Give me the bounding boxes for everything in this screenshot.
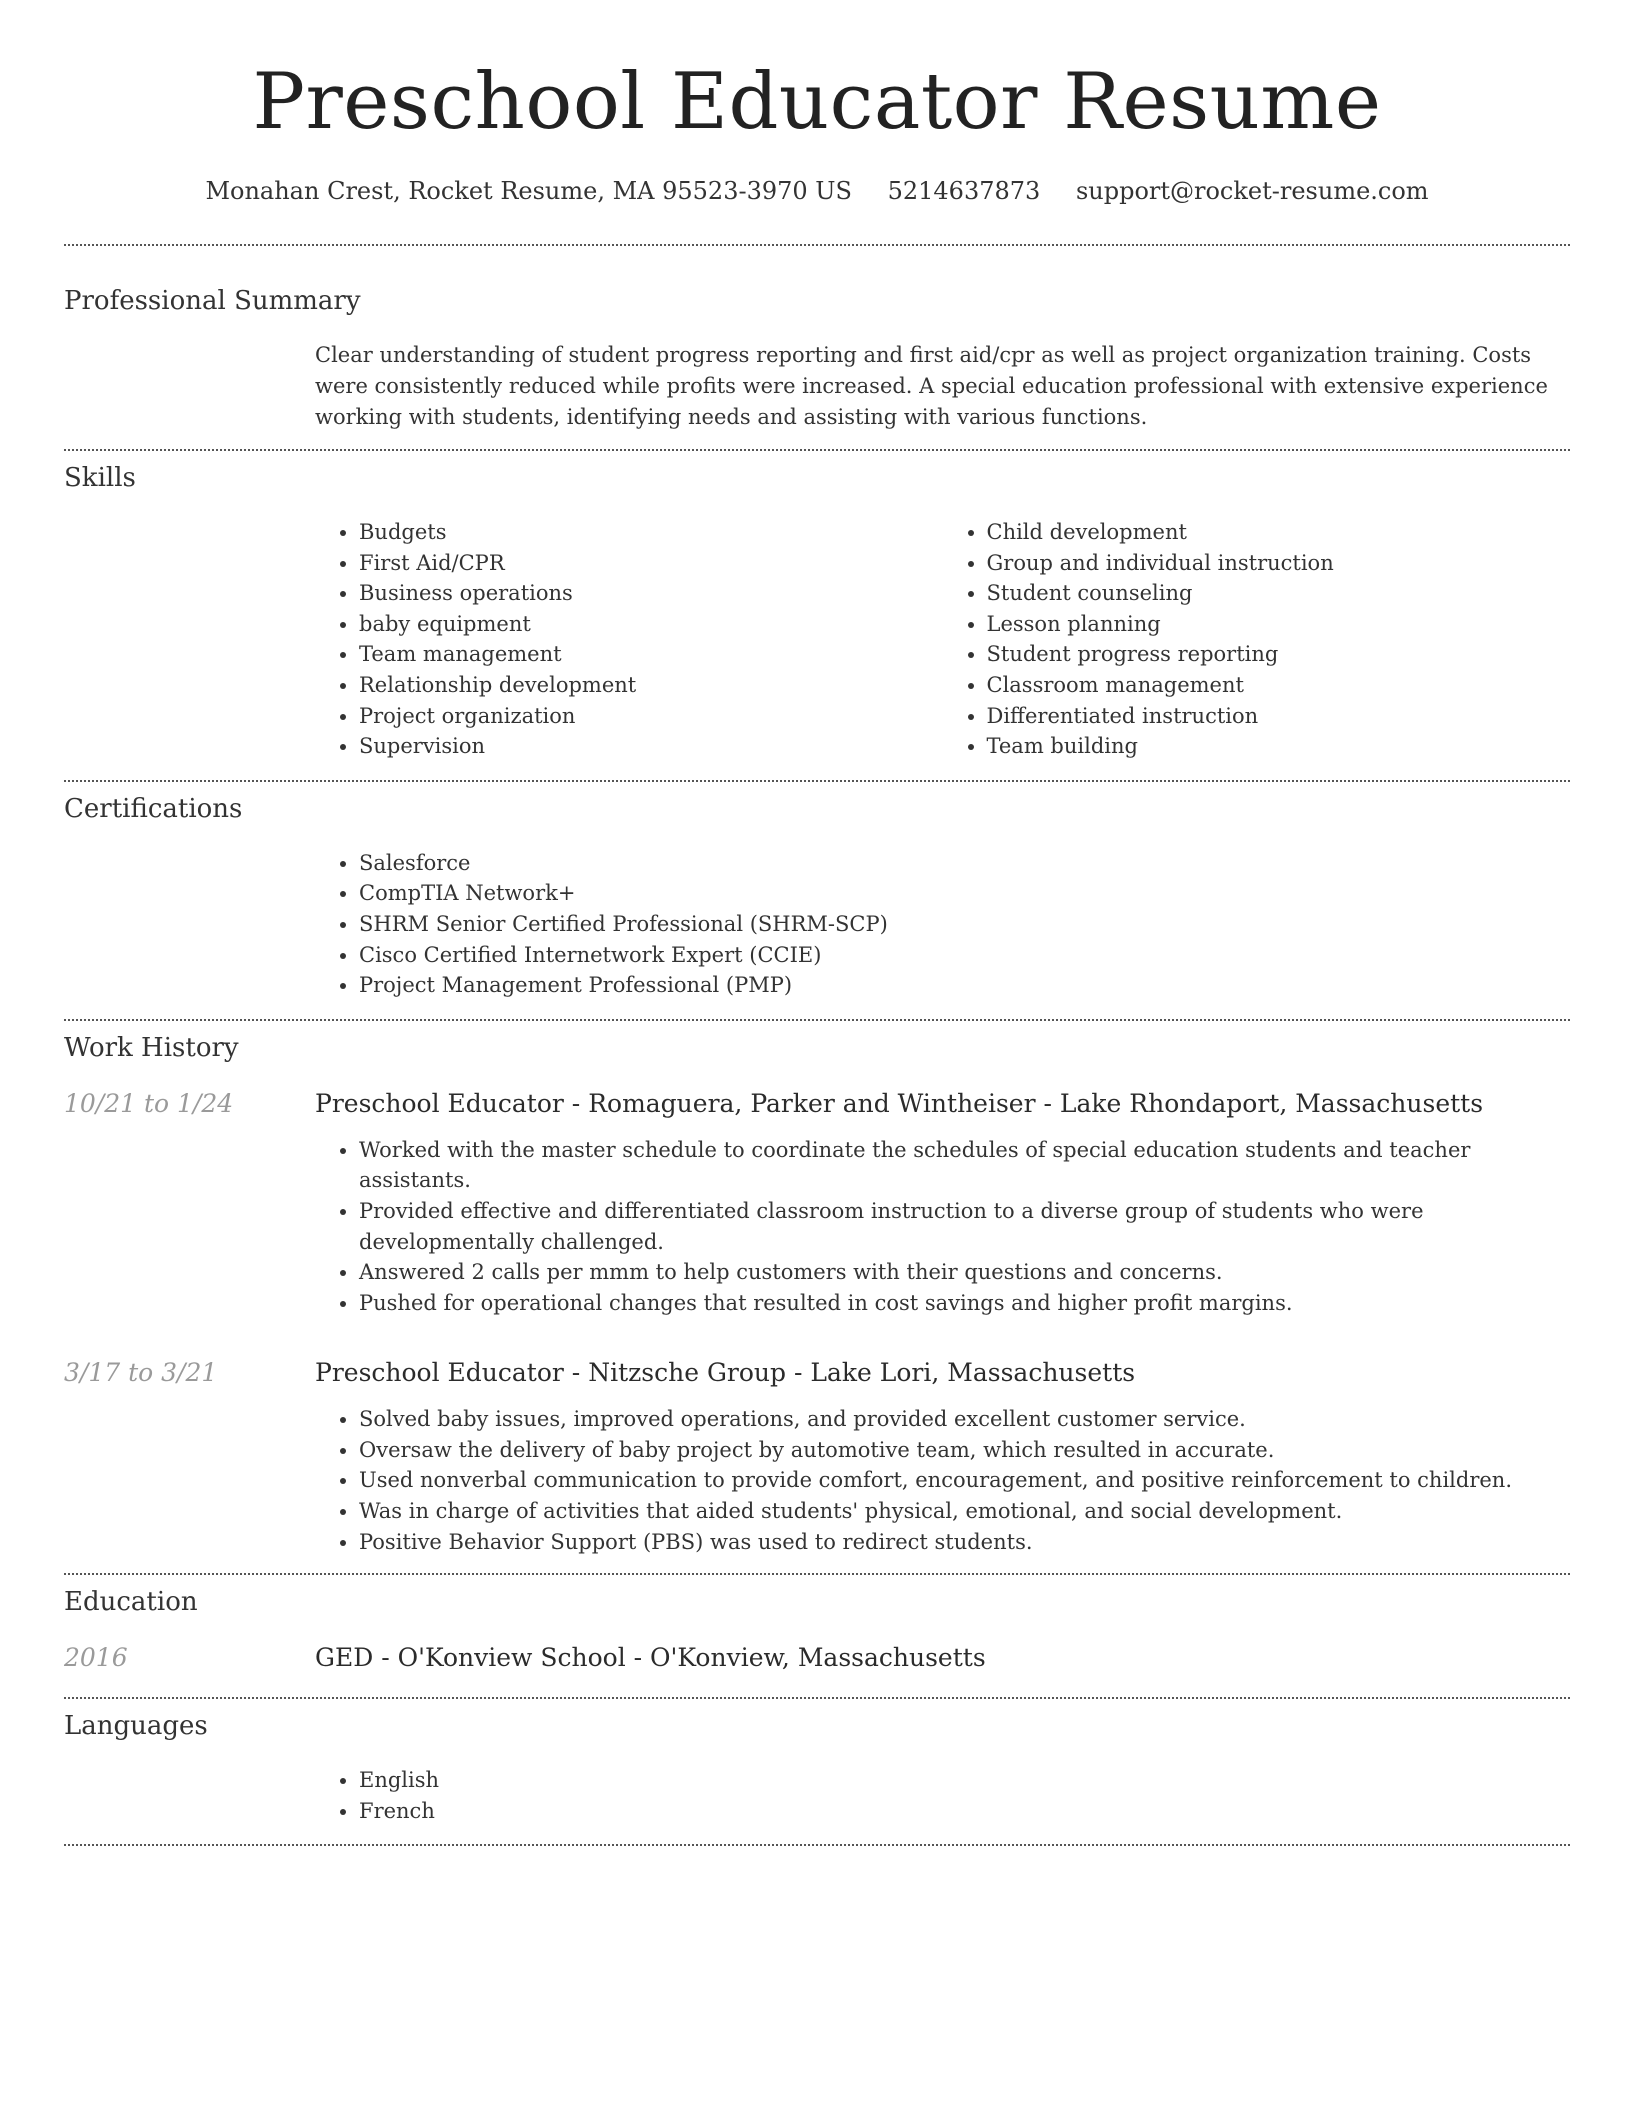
certification-item: • SHRM Senior Certified Professional (SHRM-SCP) xyxy=(359,909,1570,940)
work-section xyxy=(64,1021,1570,1558)
languages-content xyxy=(315,1765,1570,1826)
certifications-list xyxy=(315,848,1570,1001)
contact-address: Monahan Crest, Rocket Resume, MA 95523-3970 US xyxy=(205,177,852,205)
job-duties-list xyxy=(315,1404,1570,1557)
skills-heading: Skills xyxy=(64,463,136,493)
language-item: • French xyxy=(359,1796,1570,1827)
skill-item: • Project organization xyxy=(359,701,943,732)
job-dates: 3/17 to 3/21 xyxy=(64,1358,218,1388)
job-entry-header xyxy=(64,1358,1570,1388)
skills-section xyxy=(64,451,1570,762)
skill-item: • Team management xyxy=(359,639,943,670)
job-title: Preschool Educator - Romaguera, Parker and Wintheiser - Lake Rhondaport, Massachusetts xyxy=(315,1088,1484,1118)
education-section xyxy=(64,1575,1570,1673)
skill-item: • Budgets xyxy=(359,517,943,548)
education-title: GED - O'Konview School - O'Konview, Massachusetts xyxy=(315,1643,986,1673)
certifications-section xyxy=(64,782,1570,1001)
job-duty-item: • Used nonverbal communication to provide comfort, encouragement, and positive reinforcement to children. xyxy=(359,1465,1570,1496)
skill-item: • Team building xyxy=(987,731,1571,762)
job-duty-item: • Oversaw the delivery of baby project by automotive team, which resulted in accurate. xyxy=(359,1435,1570,1466)
skill-item: • Relationship development xyxy=(359,670,943,701)
certification-item: • Cisco Certified Internetwork Expert (CCIE) xyxy=(359,940,1570,971)
job-duty-item: • Was in charge of activities that aided students' physical, emotional, and social development. xyxy=(359,1496,1570,1527)
job-duty-item: • Solved baby issues, improved operations, and provided excellent customer service. xyxy=(359,1404,1570,1435)
job-duty-item: • Pushed for operational changes that resulted in cost savings and higher profit margins. xyxy=(359,1288,1570,1319)
resume-title: Preschool Educator Resume xyxy=(252,57,1382,147)
education-date: 2016 xyxy=(64,1643,128,1673)
work-heading: Work History xyxy=(64,1032,239,1063)
section-divider xyxy=(64,1844,1570,1846)
job-duties xyxy=(315,1135,1570,1319)
job-duty-item: • Provided effective and differentiated classroom instruction to a diverse group of students who were developmentally challenged. xyxy=(359,1196,1570,1257)
job-duty-item: • Positive Behavior Support (PBS) was used to redirect students. xyxy=(359,1527,1570,1558)
certification-item: • Project Management Professional (PMP) xyxy=(359,970,1570,1001)
skill-item: • Child development xyxy=(987,517,1571,548)
skills-list-right xyxy=(943,517,1571,762)
certification-item: • Salesforce xyxy=(359,848,1570,879)
job-duty-item: • Worked with the master schedule to coordinate the schedules of special education students and teacher assistants. xyxy=(359,1135,1570,1196)
skill-item: • Classroom management xyxy=(987,670,1571,701)
education-entry xyxy=(64,1643,1570,1673)
certifications-content xyxy=(315,848,1570,1001)
certifications-heading: Certifications xyxy=(64,793,243,824)
skill-item: • Student counseling xyxy=(987,578,1571,609)
languages-heading: Languages xyxy=(64,1711,208,1742)
education-heading: Education xyxy=(64,1587,198,1618)
skill-item: • Business operations xyxy=(359,578,943,609)
contact-phone: 5214637873 xyxy=(887,177,1041,205)
job-duties-list xyxy=(315,1135,1570,1319)
skill-item: • Student progress reporting xyxy=(987,639,1571,670)
language-item: • English xyxy=(359,1765,1570,1796)
certification-item: • CompTIA Network+ xyxy=(359,878,1570,909)
skill-item: • Differentiated instruction xyxy=(987,701,1571,732)
skill-item: • Lesson planning xyxy=(987,609,1571,640)
languages-list xyxy=(315,1765,1570,1826)
summary-text: Clear understanding of student progress reporting and first aid/cpr as well as project organization training. Costs were consistently reduced while profits were increased. A special education professional with extensive experience working with students, identifying needs and assisting with various functions. xyxy=(315,343,1548,429)
job-duty-item: • Answered 2 calls per mmm to help customers with their questions and concerns. xyxy=(359,1257,1570,1288)
resume-page xyxy=(64,0,1570,1846)
job-duties xyxy=(315,1404,1570,1557)
job-dates: 10/21 to 1/24 xyxy=(64,1088,234,1118)
contact-email: support@rocket-resume.com xyxy=(1075,177,1429,205)
skill-item: • Supervision xyxy=(359,731,943,762)
job-entry-header xyxy=(64,1089,1570,1119)
languages-section xyxy=(64,1699,1570,1826)
summary-section xyxy=(64,246,1570,433)
skills-list-left xyxy=(315,517,943,762)
contact-line xyxy=(64,176,1570,206)
skills-columns xyxy=(315,517,1570,762)
skill-item: • Group and individual instruction xyxy=(987,548,1571,579)
skill-item: • baby equipment xyxy=(359,609,943,640)
job-title: Preschool Educator - Nitzsche Group - Lake Lori, Massachusetts xyxy=(315,1358,1136,1388)
summary-heading: Professional Summary xyxy=(64,286,361,316)
skill-item: • First Aid/CPR xyxy=(359,548,943,579)
